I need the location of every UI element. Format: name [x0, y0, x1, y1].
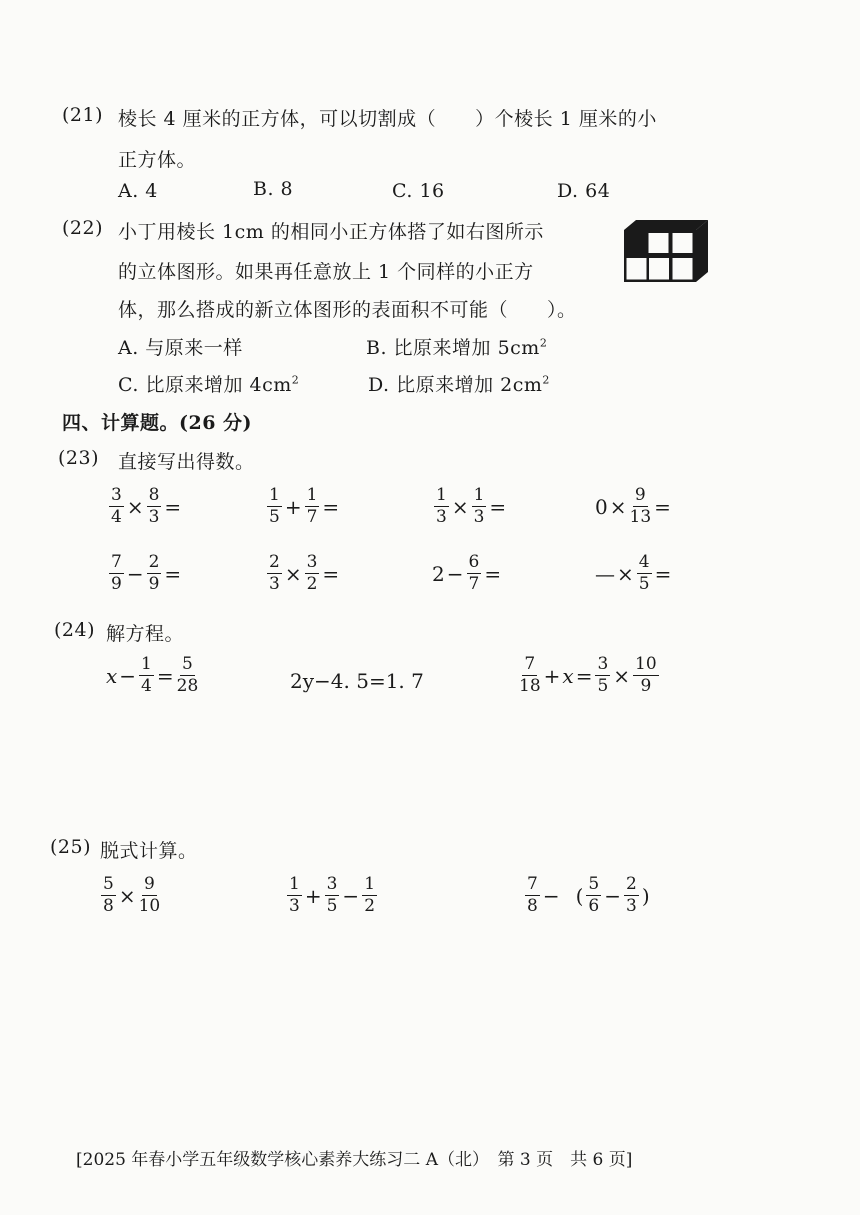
- q25-expression-2: $\frac{1}{3}$ + $\frac{3}{5}$ − $\frac{1}{2}$: [289, 874, 376, 916]
- q22-option-c: C. 比原来增加 $4cm^2$: [118, 373, 300, 396]
- q21-text-line1: 棱长 4 厘米的正方体，可以切割成（ ）个棱长 1 厘米的小: [118, 108, 657, 130]
- q23-number: (23): [58, 447, 100, 469]
- q22-number: (22): [62, 217, 104, 239]
- q24-title: 解方程。: [106, 623, 185, 645]
- q23-title: 直接写出得数。: [118, 451, 255, 473]
- q23-expression-f: $\frac{2}{3}$ × $\frac{3}{2}$ =: [269, 552, 340, 594]
- q25-expression-1: $\frac{5}{8}$ × $\frac{9}{10}$: [103, 874, 161, 916]
- q21-option-d: D. 64: [557, 180, 611, 202]
- q24-equation-3: $\frac{7}{18}$ + x = $\frac{3}{5}$ × $\frac{10}{9}$: [519, 654, 657, 696]
- q24-number: (24): [54, 619, 96, 641]
- q25-expression-3: $\frac{7}{8}$ − ( $\frac{5}{6}$ − $\frac{2}{3}$ ): [527, 874, 650, 916]
- q21-option-a: A. 4: [118, 180, 158, 202]
- q22-option-d: D. 比原来增加 $2cm^2$: [368, 373, 550, 396]
- q23-expression-b: $\frac{1}{5}$ + $\frac{1}{7}$ =: [269, 485, 340, 527]
- q23-expression-e: $\frac{7}{9}$ − $\frac{2}{9}$ =: [111, 552, 182, 594]
- q22-text-line1: 小丁用棱长 1cm 的相同小正方体搭了如右图所示: [118, 221, 544, 243]
- q24-equation-2: 2y−4. 5=1. 7: [290, 669, 424, 693]
- q25-title: 脱式计算。: [100, 840, 198, 862]
- q22-text-line3: 体，那么搭成的新立体图形的表面积不可能（ ）。: [118, 299, 577, 321]
- q21-number: (21): [62, 104, 104, 126]
- q24-equation-1: x − $\frac{1}{4}$ = $\frac{5}{28}$: [106, 654, 199, 696]
- q23-expression-d: 0 × $\frac{9}{13}$ =: [595, 485, 671, 527]
- q23-expression-c: $\frac{1}{3}$ × $\frac{1}{3}$ =: [436, 485, 507, 527]
- q22-text-line2: 的立体图形。如果再任意放上 1 个同样的小正方: [118, 261, 534, 283]
- q22-option-a: A. 与原来一样: [118, 337, 243, 359]
- cube-figure: [618, 218, 714, 284]
- q21-option-b: B. 8: [253, 178, 294, 200]
- q23-expression-a: $\frac{3}{4}$ × $\frac{8}{3}$ =: [111, 485, 182, 527]
- page-footer: [2025 年春小学五年级数学核心素养大练习二 A（北） 第 3 页 共 6 页]: [76, 1150, 633, 1170]
- q23-expression-h: — × $\frac{4}{5}$ =: [595, 552, 672, 594]
- q25-number: (25): [50, 836, 92, 858]
- q22-option-b: B. 比原来增加 $5cm^2$: [366, 336, 548, 359]
- q21-option-c: C. 16: [392, 180, 445, 202]
- section-four-heading: 四、计算题。(26 分): [62, 412, 253, 434]
- q23-expression-g: 2 − $\frac{6}{7}$ =: [432, 552, 502, 594]
- q21-text-line2: 正方体。: [118, 149, 197, 171]
